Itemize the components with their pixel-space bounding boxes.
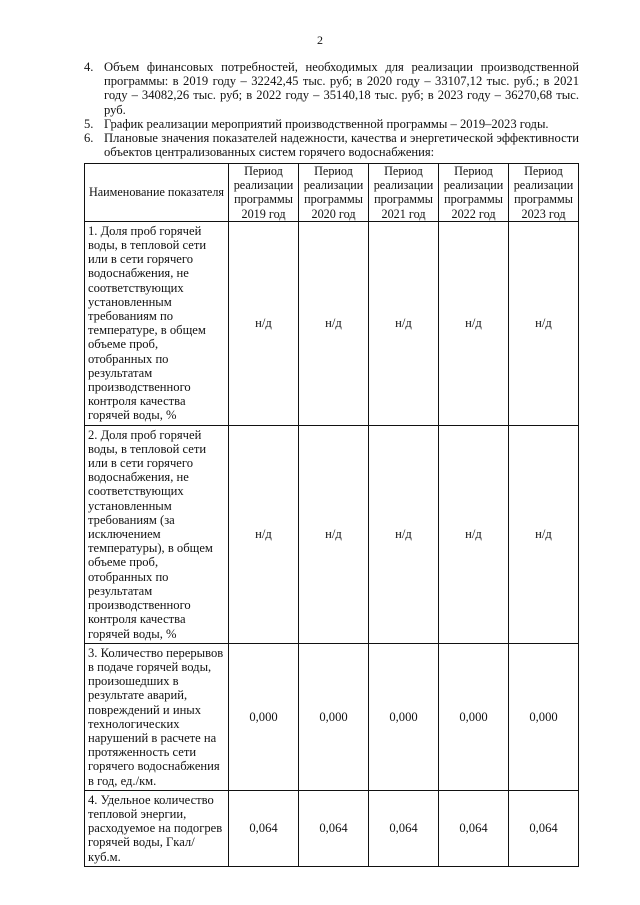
indicator-value: 0,064	[299, 790, 369, 866]
list-item-text: Объем финансовых потребностей, необходимых для реализации производственной программы: в 2019 году – 32242,45 тыс. руб; в 2020 году – 33107,12 тыс. руб.; в 2021 году – 34082,26 тыс. руб; в 2022 году – 35140,18 тыс. руб; в 2023 году – 36270,68 тыс. руб.	[104, 60, 579, 117]
indicator-value: н/д	[439, 221, 509, 425]
indicator-value: 0,000	[439, 643, 509, 790]
indicator-value: 0,000	[229, 643, 299, 790]
column-header-period: Период реализации программы 2022 год	[439, 164, 509, 222]
indicator-name: 1. Доля проб горячей воды, в тепловой сети или в сети горячего водоснабжения, не соответствующих установленным требованиям по температуре, в общем объеме проб, отобранных по результатам производственного контроля качества горячей воды, %	[85, 221, 229, 425]
indicator-value: 0,064	[509, 790, 579, 866]
indicator-name: 3. Количество перерывов в подаче горячей воды, произошедших в результате аварий, повреждений и иных технологических нарушений в расчете на протяженность сети горячего водоснабжения в год, ед./км.	[85, 643, 229, 790]
indicator-value: н/д	[229, 425, 299, 643]
column-header-period: Период реализации программы 2019 год	[229, 164, 299, 222]
page-number: 2	[317, 33, 323, 47]
list-item	[84, 131, 579, 159]
indicator-value: 0,000	[299, 643, 369, 790]
indicator-value: н/д	[369, 425, 439, 643]
column-header-period: Период реализации программы 2023 год	[509, 164, 579, 222]
indicator-value: н/д	[509, 425, 579, 643]
table-row	[85, 790, 579, 866]
indicator-value: 0,064	[439, 790, 509, 866]
table-row	[85, 425, 579, 643]
numbered-list	[84, 60, 579, 159]
list-item	[84, 117, 579, 131]
indicator-value: н/д	[229, 221, 299, 425]
indicators-table	[84, 163, 579, 867]
list-item-number: 6.	[84, 131, 94, 146]
indicator-value: н/д	[369, 221, 439, 425]
list-item-text: График реализации мероприятий производственной программы – 2019–2023 годы.	[104, 116, 549, 131]
indicator-value: н/д	[299, 425, 369, 643]
indicator-value: н/д	[299, 221, 369, 425]
list-item-number: 4.	[84, 60, 94, 74]
indicator-value: 0,000	[509, 643, 579, 790]
indicator-value: 0,064	[229, 790, 299, 866]
indicator-name: 2. Доля проб горячей воды, в тепловой сети или в сети горячего водоснабжения, не соответствующих установленным требованиям (за исключением температуры), в общем объеме проб, отобранных по результатам производственного контроля качества горячей воды, %	[85, 425, 229, 643]
list-item	[84, 60, 579, 117]
indicators-table-wrap	[84, 163, 579, 867]
column-header-period: Период реализации программы 2020 год	[299, 164, 369, 222]
indicator-value: н/д	[439, 425, 509, 643]
indicator-value: 0,000	[369, 643, 439, 790]
indicator-name: 4. Удельное количество тепловой энергии, расходуемое на подогрев горячей воды, Гкал/куб.м.	[85, 790, 229, 866]
table-row	[85, 643, 579, 790]
indicator-value: 0,064	[369, 790, 439, 866]
list-item-number: 5.	[84, 116, 94, 131]
list-item-text: Плановые значения показателей надежности, качества и энергетической эффективности объектов централизованных систем горячего водоснабжения:	[104, 131, 579, 160]
column-header-name: Наименование показателя	[85, 164, 229, 222]
table-row	[85, 221, 579, 425]
indicator-value: н/д	[509, 221, 579, 425]
column-header-period: Период реализации программы 2021 год	[369, 164, 439, 222]
table-header-row	[85, 164, 579, 222]
